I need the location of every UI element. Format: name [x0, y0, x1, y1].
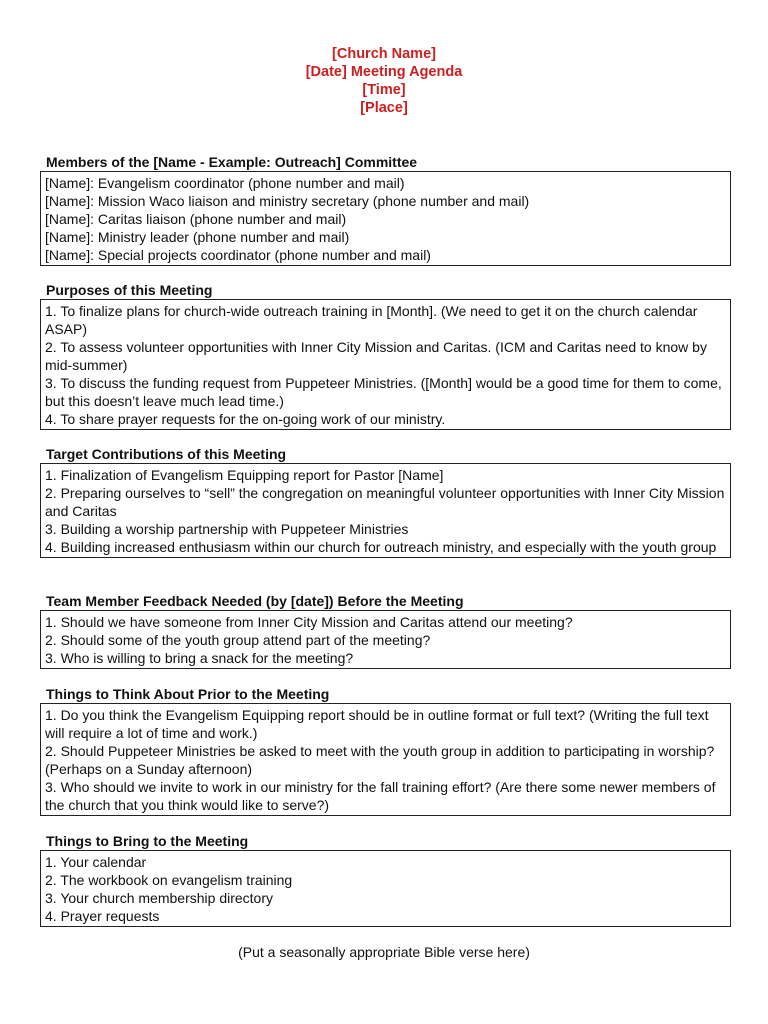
meeting-place: [Place]: [360, 100, 408, 116]
member-item: [Name]: Mission Waco liaison and ministry secretary (phone number and mail): [45, 193, 530, 209]
feedback-box: [40, 610, 731, 669]
member-item: [Name]: Ministry leader (phone number and mail): [45, 229, 350, 245]
think-title: Things to Think About Prior to the Meeting: [46, 686, 330, 702]
church-name: [Church Name]: [332, 46, 436, 62]
agenda-header: [0, 45, 768, 117]
feedback-section: [40, 593, 731, 669]
meeting-title: [Date] Meeting Agenda: [305, 64, 463, 80]
member-item: [Name]: Special projects coordinator (phone number and mail): [45, 247, 431, 263]
meeting-time: [Time]: [362, 82, 406, 98]
bring-item: 2. The workbook on evangelism training: [45, 872, 293, 888]
member-item: [Name]: Evangelism coordinator (phone number and mail): [45, 175, 405, 191]
feedback-title: Team Member Feedback Needed (by [date]) Before the Meeting: [46, 593, 464, 609]
feedback-item: 3. Who is willing to bring a snack for the meeting?: [45, 650, 354, 666]
bible-verse-note: (Put a seasonally appropriate Bible verse here): [238, 944, 530, 960]
purpose-item: 2. To assess volunteer opportunities with Inner City Mission and Caritas. (ICM and Caritas need to know by mid-summer): [45, 339, 707, 373]
members-title: Members of the [Name - Example: Outreach] Committee: [46, 154, 418, 170]
bring-section: [40, 833, 731, 927]
bring-item: 1. Your calendar: [45, 854, 147, 870]
feedback-item: 2. Should some of the youth group attend part of the meeting?: [45, 632, 431, 648]
members-section: [40, 154, 731, 266]
members-box: [40, 171, 731, 266]
contribution-item: 3. Building a worship partnership with Puppeteer Ministries: [45, 521, 409, 537]
think-box: [40, 703, 731, 816]
contributions-box: [40, 463, 731, 558]
contributions-title: Target Contributions of this Meeting: [46, 446, 287, 462]
think-section: [40, 686, 731, 816]
bring-item: 4. Prayer requests: [45, 908, 160, 924]
contribution-item: 1. Finalization of Evangelism Equipping report for Pastor [Name]: [45, 467, 444, 483]
contribution-item: 4. Building increased enthusiasm within our church for outreach ministry, and especially with the youth group: [45, 539, 717, 555]
purposes-box: [40, 299, 731, 430]
purpose-item: 1. To finalize plans for church-wide outreach training in [Month]. (We need to get it on the church calendar ASAP): [45, 303, 698, 337]
purpose-item: 3. To discuss the funding request from Puppeteer Ministries. ([Month] would be a good time for them to come, but this doesn’t leave much lead time.): [45, 375, 722, 409]
bring-title: Things to Bring to the Meeting: [46, 833, 249, 849]
purposes-section: [40, 282, 731, 430]
think-item: 1. Do you think the Evangelism Equipping report should be in outline format or full text? (Writing the full text will require a lot of time and work.): [45, 707, 709, 741]
member-item: [Name]: Caritas liaison (phone number and mail): [45, 211, 347, 227]
feedback-item: 1. Should we have someone from Inner City Mission and Caritas attend our meeting?: [45, 614, 573, 630]
purposes-title: Purposes of this Meeting: [46, 282, 213, 298]
think-item: 3. Who should we invite to work in our ministry for the fall training effort? (Are there some newer members of the church that you think would like to serve?): [45, 779, 716, 813]
think-item: 2. Should Puppeteer Ministries be asked to meet with the youth group in addition to participating in worship? (Perhaps on a Sunday afternoon): [45, 743, 715, 777]
contributions-section: [40, 446, 731, 558]
purpose-item: 4. To share prayer requests for the on-going work of our ministry.: [45, 411, 446, 427]
bring-item: 3. Your church membership directory: [45, 890, 273, 906]
bring-box: [40, 850, 731, 927]
contribution-item: 2. Preparing ourselves to “sell” the congregation on meaningful volunteer opportunities with Inner City Mission and Caritas: [45, 485, 725, 519]
